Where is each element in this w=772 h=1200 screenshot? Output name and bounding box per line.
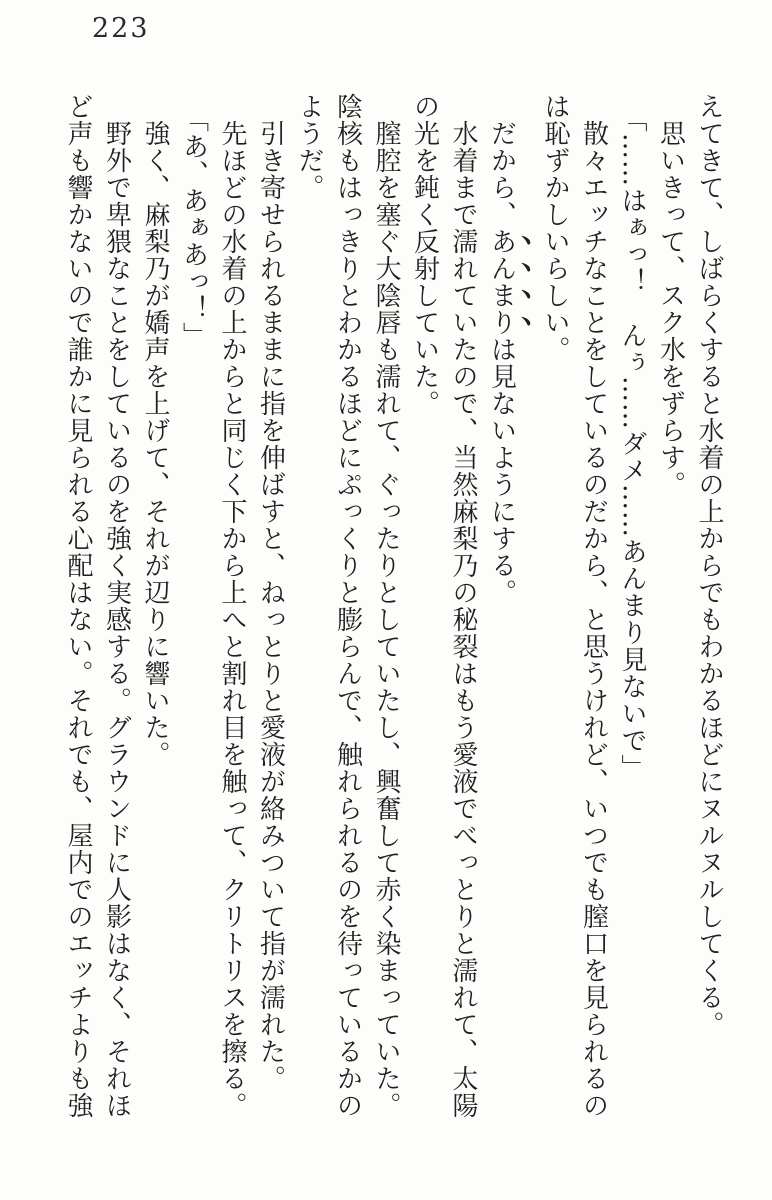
paragraph: だから、あんまりは見ないようにする。 <box>486 120 517 606</box>
body-text <box>59 93 729 1128</box>
paragraph: えてきて、しばらくすると水着の上からでもわかるほどにヌルヌルしてくる。 <box>694 93 724 1038</box>
paragraph: 膣腔を塞ぐ大陰唇も濡れて、ぐったりとしていたし、興奮して赤く染まっていた。陰核もはっきりとわかるほどにぷっくりと膨らんで、触れられるのを待っているかのようだ。 <box>294 93 401 1119</box>
page-number: 223 <box>92 13 150 44</box>
paragraph: 思いきって、スク水をずらす。 <box>655 120 686 498</box>
emphasis-text: あんまり <box>486 228 517 336</box>
paragraph: 引き寄せられるままに指を伸ばすと、ねっとりと愛液が絡みついて指が濡れた。 <box>255 120 286 1092</box>
paragraph: 野外で卑猥なことをしているのを強く実感する。グラウンドに人影はなく、それほど声も響かないので誰かに見られる心配はない。それでも、屋内でのエッチよりも強 <box>63 93 132 1119</box>
paragraph: 強く、麻梨乃が嬌声を上げて、それが辺りに響いた。 <box>140 120 170 768</box>
paragraph: 水着まで濡れていたので、当然麻梨乃の秘裂はもう愛液でべっとりと濡れて、太陽の光を鈍く反射していた。 <box>409 93 478 1119</box>
paragraph: 「……はぁっ！ んぅ……ダメ……あんまり見ないで」 <box>617 106 647 781</box>
paragraph: 散々エッチなことをしているのだから、と思うけれど、いつでも膣口を見られるのは恥ずかしいらしい。 <box>540 93 609 1119</box>
paragraph: 先ほどの水着の上からと同じく下から上へと割れ目を触って、クリトリスを擦る。 <box>217 120 247 1119</box>
paragraph: 「あ、あぁあっ！」 <box>178 106 209 349</box>
